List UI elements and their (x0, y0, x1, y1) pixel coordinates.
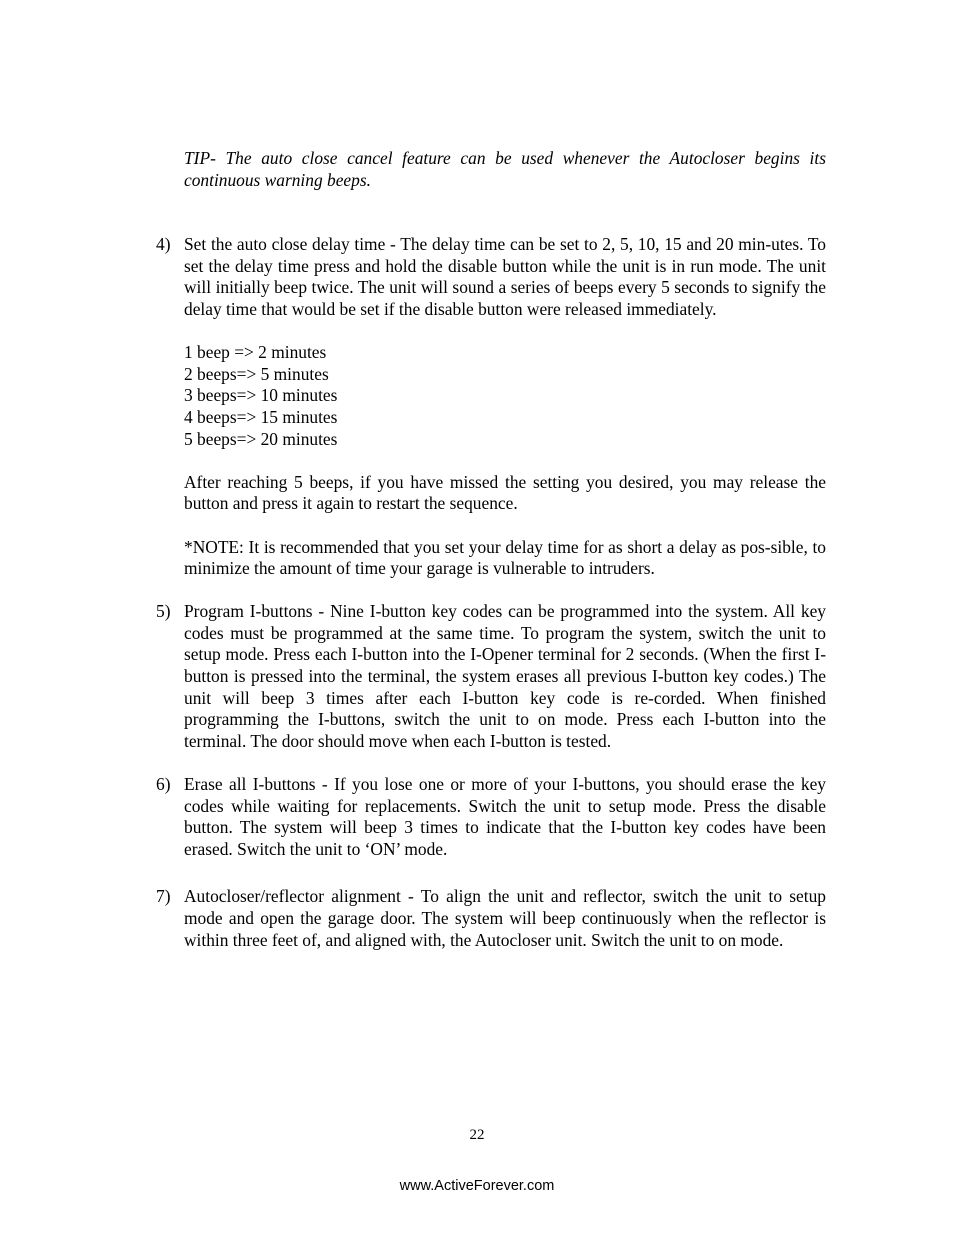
list-item-4 (156, 234, 826, 580)
item-5-text: Program I-buttons - Nine I-button key codes can be programmed into the system. All key codes must be programmed at the same time. To program the system, switch the unit to setup mode. Press each I-button into the I-Opener terminal for 2 seconds. (When the first I-button is pressed into the terminal, the system erases all previous I-button key codes.) The unit will beep 3 times after each I-button key code is re-corded. When finished programming the I-buttons, switch the unit to on mode. Press each I-button into the terminal. The door should move when each I-button is tested. (184, 601, 826, 751)
item-4-after: After reaching 5 beeps, if you have missed the setting you desired, you may release the button and press it again to restart the sequence. (184, 471, 826, 514)
list-item-7 (156, 886, 826, 951)
item-6-text: Erase all I-buttons - If you lose one or more of your I-buttons, you should erase the key codes while waiting for replacements. Switch the unit to setup mode. Press the disable button. The system will beep 3 times to indicate that the I-button key codes have been erased. Switch the unit to ‘ON’ mode. (184, 774, 826, 859)
item-number: 5) (156, 601, 171, 622)
list-item-5 (156, 601, 826, 752)
item-4-note: *NOTE: It is recommended that you set your delay time for as short a delay as pos-sible, to minimize the amount of time your garage is vulnerable to intruders. (184, 536, 826, 579)
beep-list-item: 1 beep => 2 minutes (184, 342, 327, 363)
item-number: 4) (156, 234, 171, 255)
beep-list-item: 2 beeps=> 5 minutes (184, 363, 329, 384)
page-number: 22 (469, 1127, 485, 1143)
tip-paragraph: TIP- The auto close cancel feature can be used whenever the Autocloser begins its continuous warning beeps. (184, 148, 826, 190)
beep-list (184, 342, 826, 450)
footer-url: www.ActiveForever.com (399, 1178, 555, 1194)
item-number: 7) (156, 886, 171, 907)
item-4-intro: Set the auto close delay time - The delay time can be set to 2, 5, 10, 15 and 20 min-utes. To set the delay time press and hold the disable button while the unit is in run mode. The unit will initially beep twice. The unit will sound a series of beeps every 5 seconds to signify the delay time that would be set if the disable button were released immediately. (184, 234, 826, 319)
beep-list-item: 5 beeps=> 20 minutes (184, 428, 338, 449)
item-number: 6) (156, 774, 171, 795)
beep-list-item: 3 beeps=> 10 minutes (184, 385, 338, 406)
list-item-6 (156, 774, 826, 860)
item-7-text: Autocloser/reflector alignment - To align the unit and reflector, switch the unit to setup mode and open the garage door. The system will beep continuously when the reflector is within three feet of, and aligned with, the Autocloser unit. Switch the unit to on mode. (184, 886, 826, 950)
beep-list-item: 4 beeps=> 15 minutes (184, 406, 338, 427)
document-body (156, 148, 826, 951)
